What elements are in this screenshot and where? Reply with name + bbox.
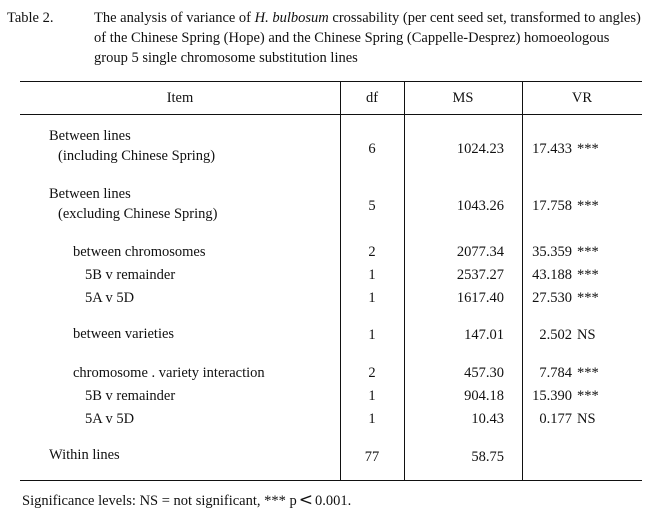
row-2-item: Between lines (49, 186, 131, 202)
row-4-significance: *** (577, 267, 599, 283)
row-6-vr-value: 2.502 (539, 327, 572, 343)
row-1-ms: 1024.23 (456, 141, 504, 157)
row-5-significance: *** (577, 290, 599, 306)
row-8-ms: 904.18 (464, 388, 504, 404)
row-5-vr-value: 27.530 (532, 290, 572, 306)
row-4-item: 5B v remainder (85, 267, 176, 283)
row-1-item-sub: (including Chinese Spring) (58, 148, 216, 164)
row-7-vr-value: 7.784 (539, 365, 572, 381)
row-7-significance: *** (577, 365, 599, 381)
row-8-item: 5B v remainder (85, 388, 176, 404)
table-bottom-rule (20, 480, 642, 481)
table-top-rule (20, 81, 642, 82)
row-4-vr-value: 43.188 (532, 267, 572, 283)
row-9-item: 5A v 5D (85, 411, 135, 427)
row-2-vr-value: 17.758 (532, 198, 572, 214)
header-ms: MS (452, 90, 474, 106)
col-divider-vr (522, 81, 523, 481)
header-rule (20, 114, 642, 115)
row-9-ms: 10.43 (471, 411, 504, 427)
row-5-df: 1 (368, 290, 376, 306)
header-df: df (365, 90, 379, 106)
row-8-significance: *** (577, 388, 599, 404)
row-1-vr-value: 17.433 (532, 141, 572, 157)
row-9-vr-value: 0.177 (539, 411, 572, 427)
row-3-significance: *** (577, 244, 599, 260)
footnote-less-than: < (298, 490, 314, 510)
row-4-ms: 2537.27 (456, 267, 504, 283)
caption-species: H. bulbosum (254, 10, 329, 26)
row-7-df: 2 (368, 365, 376, 381)
row-1-item: Between lines (49, 128, 131, 144)
table-label: Table 2. (7, 10, 54, 26)
row-2-ms: 1043.26 (456, 198, 504, 214)
row-1-df: 6 (368, 141, 376, 157)
row-3-vr-value: 35.359 (532, 244, 572, 260)
row-3-item: between chromosomes (73, 244, 206, 260)
row-10-ms: 58.75 (471, 449, 504, 465)
row-6-significance: NS (577, 327, 596, 343)
row-5-item: 5A v 5D (85, 290, 135, 306)
row-2-item-sub: (excluding Chinese Spring) (58, 206, 218, 222)
row-10-df: 77 (364, 449, 380, 465)
caption-text (94, 8, 643, 68)
row-8-df: 1 (368, 388, 376, 404)
row-7-item: chromosome . variety interaction (73, 365, 265, 381)
row-6-ms: 147.01 (464, 327, 504, 343)
row-3-df: 2 (368, 244, 376, 260)
row-4-df: 1 (368, 267, 376, 283)
row-3-ms: 2077.34 (456, 244, 504, 260)
row-6-item: between varieties (73, 326, 175, 342)
row-6-df: 1 (368, 327, 376, 343)
row-9-df: 1 (368, 411, 376, 427)
row-2-significance: *** (577, 198, 599, 214)
row-8-vr-value: 15.390 (532, 388, 572, 404)
header-vr: VR (571, 90, 593, 106)
caption-text-post: crossability (per cent seed set, transformed to angles) of the Chinese Spring (Hope) and the Chinese Spring (Cappelle-Desprez) homoeologous group 5 single chromosome substitution lines (94, 10, 641, 66)
footnote-prefix: Significance levels: NS = not significant, *** p (22, 493, 297, 509)
row-10-item: Within lines (49, 447, 120, 463)
row-1-significance: *** (577, 141, 599, 157)
footnote-value: 0.001. (315, 493, 352, 509)
significance-footnote (22, 490, 351, 510)
caption-text-pre: The analysis of variance of (94, 10, 255, 26)
row-7-ms: 457.30 (464, 365, 504, 381)
row-5-ms: 1617.40 (456, 290, 504, 306)
row-9-significance: NS (577, 411, 596, 427)
header-item: Item (166, 90, 194, 106)
row-2-df: 5 (368, 198, 376, 214)
